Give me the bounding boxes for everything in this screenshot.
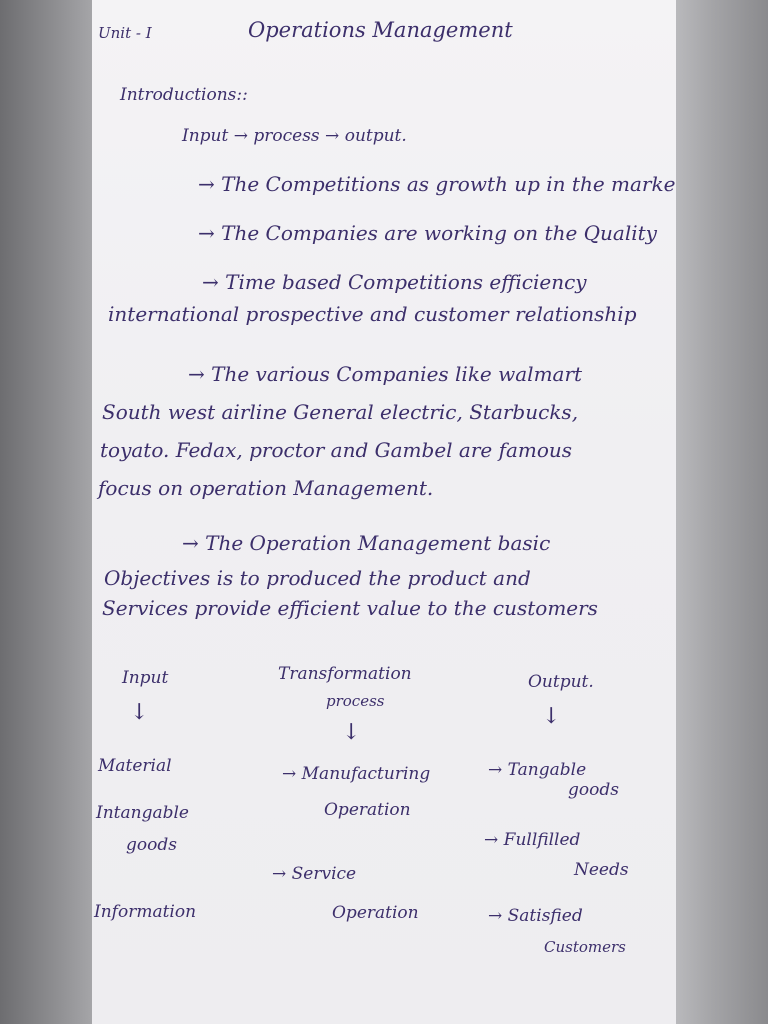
objectives-line-1: → The Operation Management basic [182,531,551,555]
diagram-transformation-title2: process [326,692,385,710]
companies-line-4: focus on operation Management. [98,476,434,500]
page-title: Operations Management [248,18,513,42]
arrow-down-icon: ↓ [542,704,561,729]
intro-flow: Input → process → output. [182,126,407,146]
diagram-transformation-title: Transformation [278,664,412,684]
input-item-material: Material [98,756,172,776]
objectives-line-3: Services provide efficient value to the customers [102,596,598,620]
input-item-goods: goods [126,835,177,855]
diagram-output-title: Output. [528,672,594,692]
companies-line-2: South west airline General electric, Starbucks, [102,400,579,424]
output-item-tangable: → Tangable [488,760,587,780]
transformation-item-service: → Service [272,864,357,884]
background-right [676,0,768,1024]
transformation-item-operation-2: Operation [332,903,419,923]
input-item-information: Information [94,902,197,922]
diagram-input-title: Input [122,668,169,688]
intro-bullet-3: → Time based Competitions efficiency [202,270,587,294]
intro-bullet-3-cont: international prospective and customer relationship [108,302,637,326]
arrow-down-icon: ↓ [130,700,149,725]
output-item-satisfied: → Satisfied [488,906,583,926]
notebook-page [92,0,676,1024]
output-item-goods: goods [568,780,619,800]
output-item-needs: Needs [574,860,629,880]
unit-label: Unit - I [98,24,152,42]
companies-line-1: → The various Companies like walmart [188,362,583,386]
intro-heading: Introductions:: [120,85,248,105]
intro-bullet-2: → The Companies are working on the Quality [198,221,657,245]
transformation-item-operation-1: Operation [324,800,411,820]
input-item-intangable: Intangable [96,803,189,823]
output-item-fullfilled: → Fullfilled [484,830,581,850]
companies-line-3: toyato. Fedax, proctor and Gambel are famous [100,438,573,462]
arrow-down-icon: ↓ [342,720,361,745]
output-item-customers: Customers [544,938,626,956]
intro-bullet-1: → The Competitions as growth up in the marke [198,172,676,196]
transformation-item-manufacturing: → Manufacturing [282,764,431,784]
background-left [0,0,92,1024]
objectives-line-2: Objectives is to produced the product and [104,566,531,590]
